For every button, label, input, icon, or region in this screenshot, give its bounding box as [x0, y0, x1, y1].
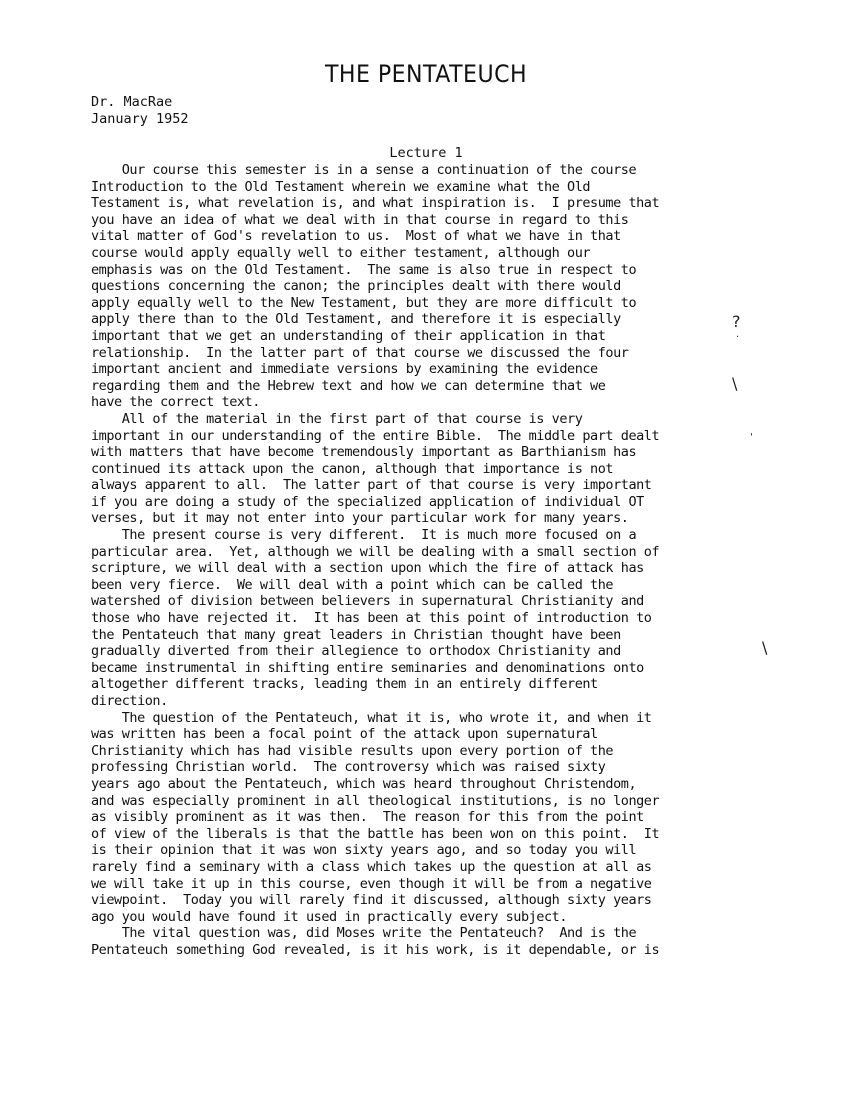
text-line: apply equally well to the New Testament, but they are more difficult to — [91, 294, 637, 311]
text-line: important that we get an understanding of their application in that — [91, 327, 606, 344]
author: Dr. MacRae — [91, 94, 173, 110]
text-line: always apparent to all. The latter part of that course is very important — [91, 477, 652, 494]
page-title: THE PENTATEUCH — [324, 60, 528, 88]
text-line: you have an idea of what we deal with in that course in regard to this — [91, 211, 629, 228]
text-line: have the correct text. — [91, 394, 260, 411]
margin-slash-mark: \ — [762, 638, 768, 657]
margin-slash-mark: \ — [732, 374, 738, 393]
text-line: was written has been a focal point of the attack upon supernatural — [91, 726, 598, 743]
text-line: The question of the Pentateuch, what it is, who wrote it, and when it — [91, 709, 652, 726]
text-line: Pentateuch something God revealed, is it his work, is it dependable, or is — [91, 941, 660, 958]
text-line: Introduction to the Old Testament wherein we examine what the Old — [91, 178, 591, 195]
text-line: scripture, we will deal with a section upon which the fire of attack has — [91, 560, 644, 577]
text-line: of view of the liberals is that the battle has been won on this point. It — [91, 825, 660, 842]
text-line: The vital question was, did Moses write the Pentateuch? And is the — [91, 925, 637, 942]
text-line: regarding them and the Hebrew text and how we can determine that we — [91, 377, 606, 394]
text-line: particular area. Yet, although we will be dealing with a small section of — [91, 543, 660, 560]
text-line: direction. — [91, 693, 168, 709]
text-line: altogether different tracks, leading them in an entirely different — [91, 676, 598, 693]
margin-tick-mark: ' — [750, 432, 753, 443]
text-line: course would apply equally well to either testament, although our — [91, 244, 591, 261]
text-line: those who have rejected it. It has been at this point of introduction to — [91, 610, 652, 627]
text-line: Testament is, what revelation is, and what inspiration is. I presume that — [91, 195, 660, 212]
text-line: been very fierce. We will deal with a point which can be called the — [91, 576, 614, 593]
margin-question-mark: ? — [732, 312, 741, 331]
text-line: we will take it up in this course, even though it will be from a negative — [91, 875, 652, 892]
text-line: Our course this semester is in a sense a continuation of the course — [91, 162, 637, 178]
text-line: important ancient and immediate versions by examining the evidence — [91, 361, 598, 378]
lecture-heading: Lecture 1 — [389, 145, 463, 161]
margin-dot-mark: · — [736, 332, 740, 343]
text-line: viewpoint. Today you will rarely find it discussed, although sixty years — [91, 892, 652, 909]
text-line: years ago about the Pentateuch, which was heard throughout Christendom, — [91, 775, 637, 792]
text-line: continued its attack upon the canon, although that importance is not — [91, 460, 614, 477]
text-line: All of the material in the first part of that course is very — [91, 410, 583, 427]
text-line: vital matter of God's revelation to us. Most of what we have in that — [91, 228, 621, 245]
text-line: as visibly prominent as it was then. The reason for this from the point — [91, 809, 644, 826]
text-line: ago you would have found it used in practically every subject. — [91, 908, 568, 925]
text-line: emphasis was on the Old Testament. The same is also true in respect to — [91, 261, 637, 278]
text-line: verses, but it may not enter into your particular work for many years. — [91, 510, 629, 527]
text-line: professing Christian world. The controversy which was raised sixty — [91, 759, 606, 776]
text-line: rarely find a seminary with a class which takes up the question at all as — [91, 858, 652, 875]
text-line: relationship. In the latter part of that course we discussed the four — [91, 344, 629, 361]
text-line: if you are doing a study of the specialized application of individual OT — [91, 493, 644, 510]
text-line: The present course is very different. It is much more focused on a — [91, 527, 637, 544]
text-line: is their opinion that it was won sixty years ago, and so today you will — [91, 842, 637, 859]
text-line: Christianity which has had visible results upon every portion of the — [91, 742, 614, 759]
lecture-body — [91, 162, 791, 959]
text-line: gradually diverted from their allegience to orthodox Christianity and — [91, 643, 621, 660]
author-date-block — [91, 94, 189, 127]
text-line: apply there than to the Old Testament, and therefore it is especially — [91, 311, 621, 328]
text-line: became instrumental in shifting entire seminaries and denominations onto — [91, 659, 644, 676]
text-line: questions concerning the canon; the principles dealt with there would — [91, 278, 621, 295]
text-line: the Pentateuch that many great leaders in Christian thought have been — [91, 626, 621, 643]
text-line: with matters that have become tremendously important as Barthianism has — [91, 444, 637, 461]
text-line: watershed of division between believers in supernatural Christianity and — [91, 593, 644, 610]
date: January 1952 — [91, 110, 189, 127]
text-line: important in our understanding of the entire Bible. The middle part dealt — [91, 427, 660, 444]
text-line: and was especially prominent in all theological institutions, is no longer — [91, 792, 660, 809]
